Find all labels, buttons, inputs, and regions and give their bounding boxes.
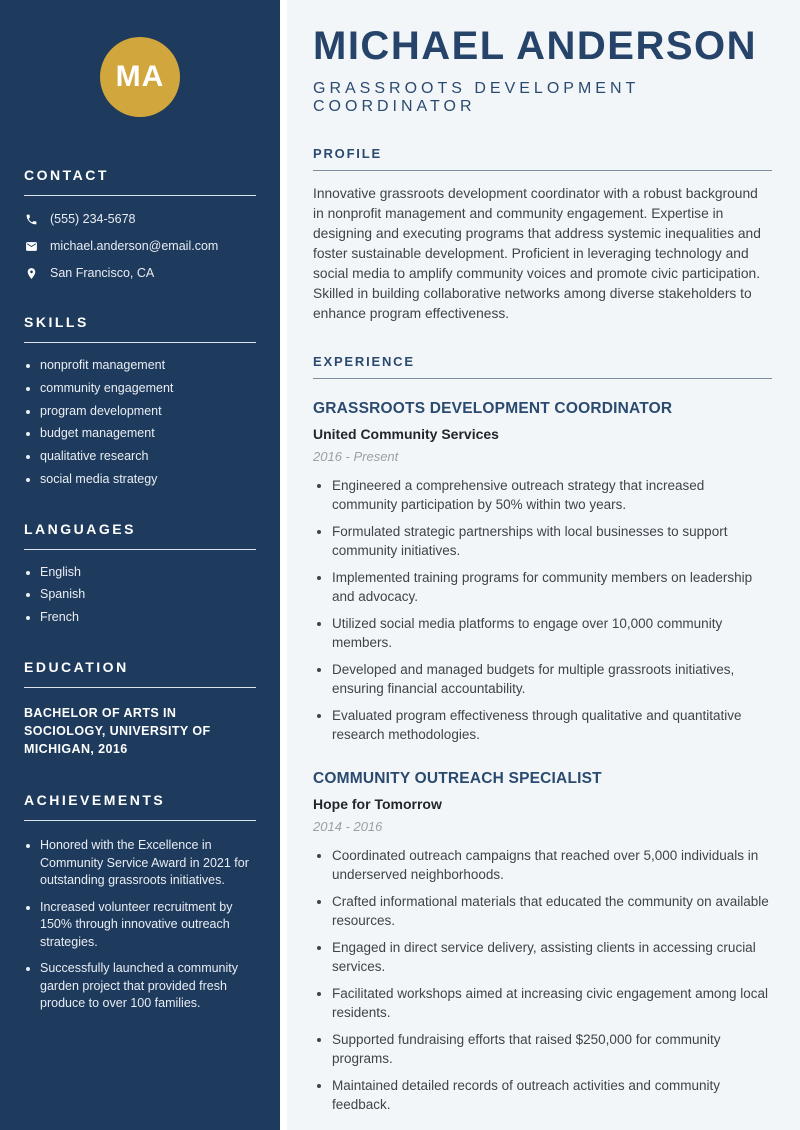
avatar-initials: MA — [115, 60, 165, 93]
profile-text: Innovative grassroots development coordinator with a robust background in nonprofit management and community engagement. Expertise in designing and executing programs that address systemic inequalities and foster sustainable development. Proficient in leveraging technology and social media to amplify community voices and promote civic participation. Skilled in building collaborative networks among diverse stakeholders to enhance program effectiveness. — [313, 186, 761, 321]
skills-section — [24, 314, 256, 487]
job-dates: 2016 - Present — [313, 449, 399, 464]
job-entry — [313, 400, 772, 744]
contact-location-text: San Francisco, CA — [50, 266, 155, 280]
skill-item: • nonprofit management — [40, 359, 256, 373]
education-section-title: EDUCATION — [24, 658, 129, 675]
contact-divider — [24, 195, 256, 196]
sidebar — [0, 0, 280, 1130]
language-item: • English — [40, 566, 256, 580]
skill-item: • budget management — [40, 427, 256, 441]
languages-divider — [24, 549, 256, 550]
column-gutter — [280, 0, 287, 1130]
experience-section — [313, 354, 772, 1114]
experience-divider — [313, 378, 772, 379]
job-dates: 2014 - 2016 — [313, 819, 383, 834]
language-item: • French — [40, 611, 256, 625]
contact-phone-row — [24, 212, 256, 226]
job-bullets — [313, 846, 772, 1114]
contact-section — [24, 167, 256, 280]
skill-item: • qualitative research — [40, 450, 256, 464]
achievements-section — [24, 792, 256, 1013]
achievements-list — [24, 837, 256, 1013]
profile-divider — [313, 170, 772, 171]
contact-email-row — [24, 239, 256, 253]
job-bullet: • Coordinated outreach campaigns that reached over 5,000 individuals in underserved neighborhoods. — [332, 846, 772, 884]
languages-section — [24, 521, 256, 625]
languages-list — [24, 566, 256, 625]
contact-email-text: michael.anderson@email.com — [50, 239, 219, 253]
job-bullet: • Maintained detailed records of outreach activities and community feedback. — [332, 1076, 772, 1114]
skill-item: • program development — [40, 405, 256, 419]
job-bullet: • Engineered a comprehensive outreach strategy that increased community participation by 50% within two years. — [332, 476, 772, 514]
profile-section — [313, 146, 772, 324]
avatar — [100, 37, 180, 117]
job-bullet: • Crafted informational materials that educated the community on available resources. — [332, 892, 772, 930]
job-bullet: • Developed and managed budgets for multiple grassroots initiatives, ensuring financial accountability. — [332, 660, 772, 698]
achievement-item: • Successfully launched a community garden project that provided fresh produce to over 100 families. — [40, 960, 256, 1013]
job-role: GRASSROOTS DEVELOPMENT COORDINATOR — [313, 400, 673, 417]
skills-list — [24, 359, 256, 487]
main-content — [287, 0, 800, 1130]
achievement-item: • Increased volunteer recruitment by 150% through innovative outreach strategies. — [40, 899, 256, 952]
job-bullet: • Implemented training programs for community members on leadership and advocacy. — [332, 568, 772, 606]
job-bullet: • Facilitated workshops aimed at increasing civic engagement among local residents. — [332, 984, 772, 1022]
job-bullets — [313, 476, 772, 744]
education-divider — [24, 687, 256, 688]
languages-section-title: LANGUAGES — [24, 520, 136, 537]
education-section — [24, 659, 256, 758]
job-bullet: • Supported fundraising efforts that raised $250,000 for community programs. — [332, 1030, 772, 1068]
phone-icon — [24, 212, 38, 226]
achievement-item: • Honored with the Excellence in Community Service Award in 2021 for outstanding grassroots initiatives. — [40, 837, 256, 890]
job-bullet: • Formulated strategic partnerships with local businesses to support community initiatives. — [332, 522, 772, 560]
job-role: COMMUNITY OUTREACH SPECIALIST — [313, 770, 602, 787]
skills-section-title: SKILLS — [24, 314, 89, 330]
language-item: • Spanish — [40, 588, 256, 602]
contact-phone-text: (555) 234-5678 — [50, 212, 136, 226]
skill-item: • community engagement — [40, 382, 256, 396]
job-bullet: • Engaged in direct service delivery, assisting clients in accessing crucial services. — [332, 938, 772, 976]
skill-item: • social media strategy — [40, 473, 256, 487]
candidate-name: MICHAEL ANDERSON — [313, 24, 758, 68]
education-degree: BACHELOR OF ARTS IN SOCIOLOGY, UNIVERSITY OF MICHIGAN, 2016 — [24, 705, 211, 756]
achievements-divider — [24, 820, 256, 821]
profile-section-title: PROFILE — [313, 146, 382, 161]
job-entry — [313, 770, 772, 1114]
contact-location-row — [24, 266, 256, 280]
job-bullet: • Utilized social media platforms to engage over 10,000 community members. — [332, 614, 772, 652]
experience-section-title: EXPERIENCE — [313, 354, 415, 369]
contact-section-title: CONTACT — [24, 167, 109, 183]
location-icon — [24, 266, 38, 280]
job-company: Hope for Tomorrow — [313, 796, 442, 812]
job-bullet: • Evaluated program effectiveness through qualitative and quantitative research methodologies. — [332, 706, 772, 744]
skills-divider — [24, 342, 256, 343]
job-company: United Community Services — [313, 426, 499, 442]
email-icon — [24, 239, 38, 253]
achievements-section-title: ACHIEVEMENTS — [24, 792, 166, 809]
candidate-title: GRASSROOTS DEVELOPMENT COORDINATOR — [313, 80, 639, 115]
